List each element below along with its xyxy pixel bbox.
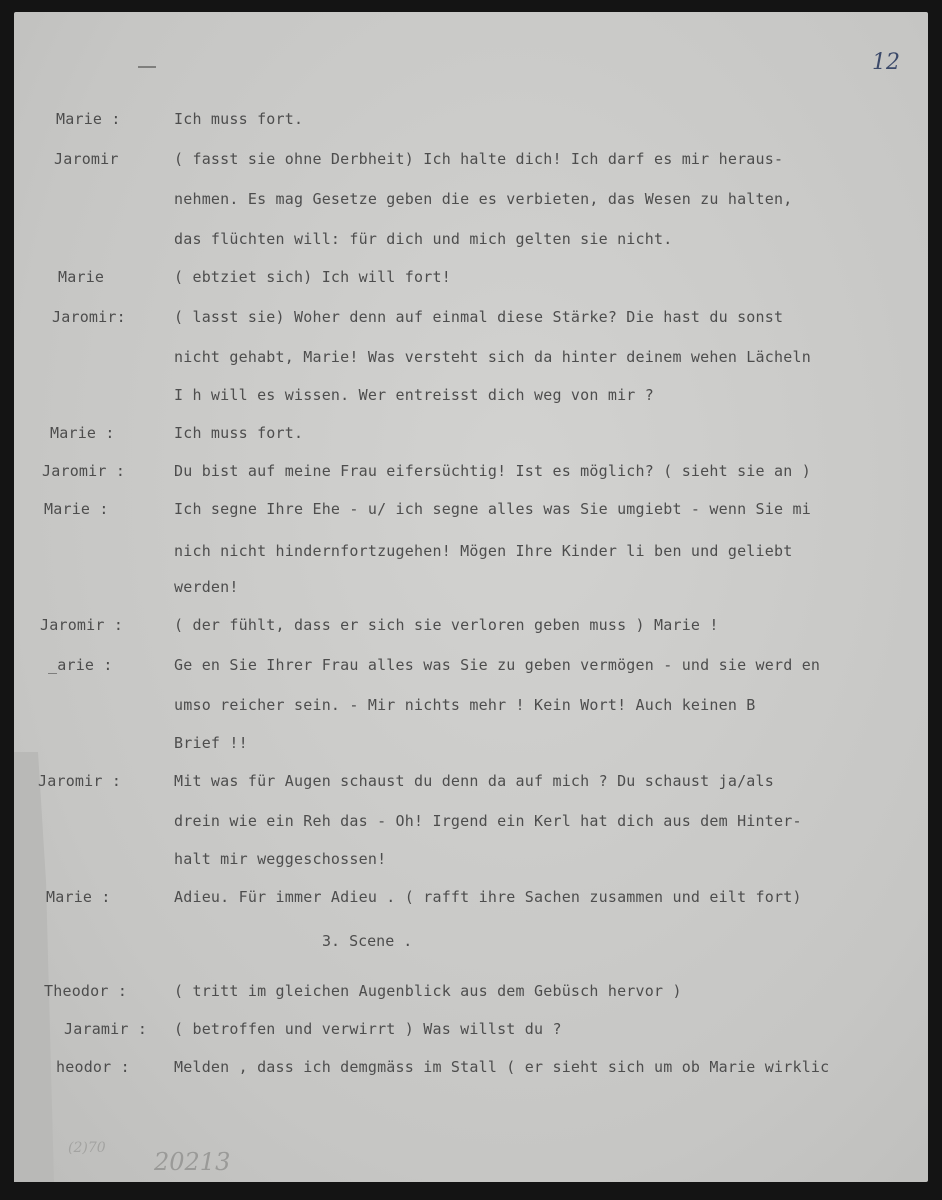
script-line: [14, 542, 928, 572]
speaker-name: Jaromir :: [40, 616, 124, 634]
pencil-mark: [138, 66, 156, 68]
dialogue-text: I h will es wissen. Wer entreisst dich weg von mir ?: [174, 386, 654, 404]
dialogue-text: das flüchten will: für dich und mich gelten sie nicht.: [174, 230, 673, 248]
dialogue-text: nicht gehabt, Marie! Was versteht sich da hinter deinem wehen Lächeln: [174, 348, 811, 366]
speaker-name: Jaromir:: [52, 308, 126, 326]
speaker-name: heodor :: [56, 1058, 130, 1076]
speaker-name: Marie :: [56, 110, 121, 128]
dialogue-text: halt mir weggeschossen!: [174, 850, 387, 868]
speaker-name: _arie :: [48, 656, 113, 674]
dialogue-text: werden!: [174, 578, 239, 596]
speaker-name: Theodor :: [44, 982, 128, 1000]
script-line: [14, 110, 928, 140]
archive-number: 20213: [154, 1148, 231, 1176]
archive-note: (2)70: [68, 1140, 106, 1156]
speaker-name: Jaromir: [54, 150, 119, 168]
dialogue-text: nich nicht hindernfortzugehen! Mögen Ihre Kinder li ben und geliebt: [174, 542, 793, 560]
script-line: [14, 850, 928, 880]
script-line: [14, 150, 928, 180]
speaker-name: Jaramir :: [64, 1020, 148, 1038]
dialogue-text: Du bist auf meine Frau eifersüchtig! Ist es möglich? ( sieht sie an ): [174, 462, 811, 480]
dialogue-text: ( lasst sie) Woher denn auf einmal diese Stärke? Die hast du sonst: [174, 308, 784, 326]
script-line: [14, 578, 928, 608]
script-line: [14, 616, 928, 646]
speaker-name: Marie :: [44, 500, 109, 518]
script-line: [14, 462, 928, 492]
dialogue-text: Ich segne Ihre Ehe - u/ ich segne alles was Sie umgiebt - wenn Sie mi: [174, 500, 811, 518]
script-line: [14, 734, 928, 764]
script-line: [14, 386, 928, 416]
dialogue-text: Ge en Sie Ihrer Frau alles was Sie zu geben vermögen - und sie werd en: [174, 656, 821, 674]
dialogue-text: ( betroffen und verwirrt ) Was willst du ?: [174, 1020, 562, 1038]
script-line: [14, 500, 928, 530]
script-line: [14, 424, 928, 454]
script-line: [14, 1020, 928, 1050]
script-line: [14, 1058, 928, 1088]
speaker-name: Marie :: [46, 888, 111, 906]
scene-heading: 3. Scene .: [322, 932, 413, 950]
script-line: [14, 656, 928, 686]
dialogue-text: Ich muss fort.: [174, 110, 304, 128]
script-line: [14, 348, 928, 378]
script-line: [14, 982, 928, 1012]
speaker-name: Marie: [58, 268, 105, 286]
dialogue-text: Melden , dass ich demgmäss im Stall ( er sieht sich um ob Marie wirklic: [174, 1058, 830, 1076]
script-line: [14, 772, 928, 802]
script-line: [14, 888, 928, 918]
dialogue-text: ( ebtziet sich) Ich will fort!: [174, 268, 451, 286]
script-line: [14, 268, 928, 298]
dialogue-text: nehmen. Es mag Gesetze geben die es verbieten, das Wesen zu halten,: [174, 190, 793, 208]
speaker-name: Jaromir :: [42, 462, 126, 480]
dialogue-text: Brief !!: [174, 734, 248, 752]
speaker-name: Jaromir :: [38, 772, 122, 790]
dialogue-text: Ich muss fort.: [174, 424, 304, 442]
dialogue-text: ( der fühlt, dass er sich sie verloren geben muss ) Marie !: [174, 616, 719, 634]
script-line: [14, 812, 928, 842]
dialogue-text: drein wie ein Reh das - Oh! Irgend ein Kerl hat dich aus dem Hinter-: [174, 812, 802, 830]
speaker-name: Marie :: [50, 424, 115, 442]
script-line: [14, 696, 928, 726]
dialogue-text: Adieu. Für immer Adieu . ( rafft ihre Sachen zusammen und eilt fort): [174, 888, 802, 906]
script-line: [14, 308, 928, 338]
typewritten-page: [14, 12, 928, 1182]
dialogue-text: umso reicher sein. - Mir nichts mehr ! Kein Wort! Auch keinen B: [174, 696, 756, 714]
dialogue-text: Mit was für Augen schaust du denn da auf mich ? Du schaust ja/als: [174, 772, 774, 790]
dialogue-text: ( fasst sie ohne Derbheit) Ich halte dich! Ich darf es mir heraus-: [174, 150, 784, 168]
script-line: [14, 190, 928, 220]
dialogue-text: ( tritt im gleichen Augenblick aus dem Gebüsch hervor ): [174, 982, 682, 1000]
page-number: 12: [872, 50, 900, 75]
script-line: [14, 230, 928, 260]
